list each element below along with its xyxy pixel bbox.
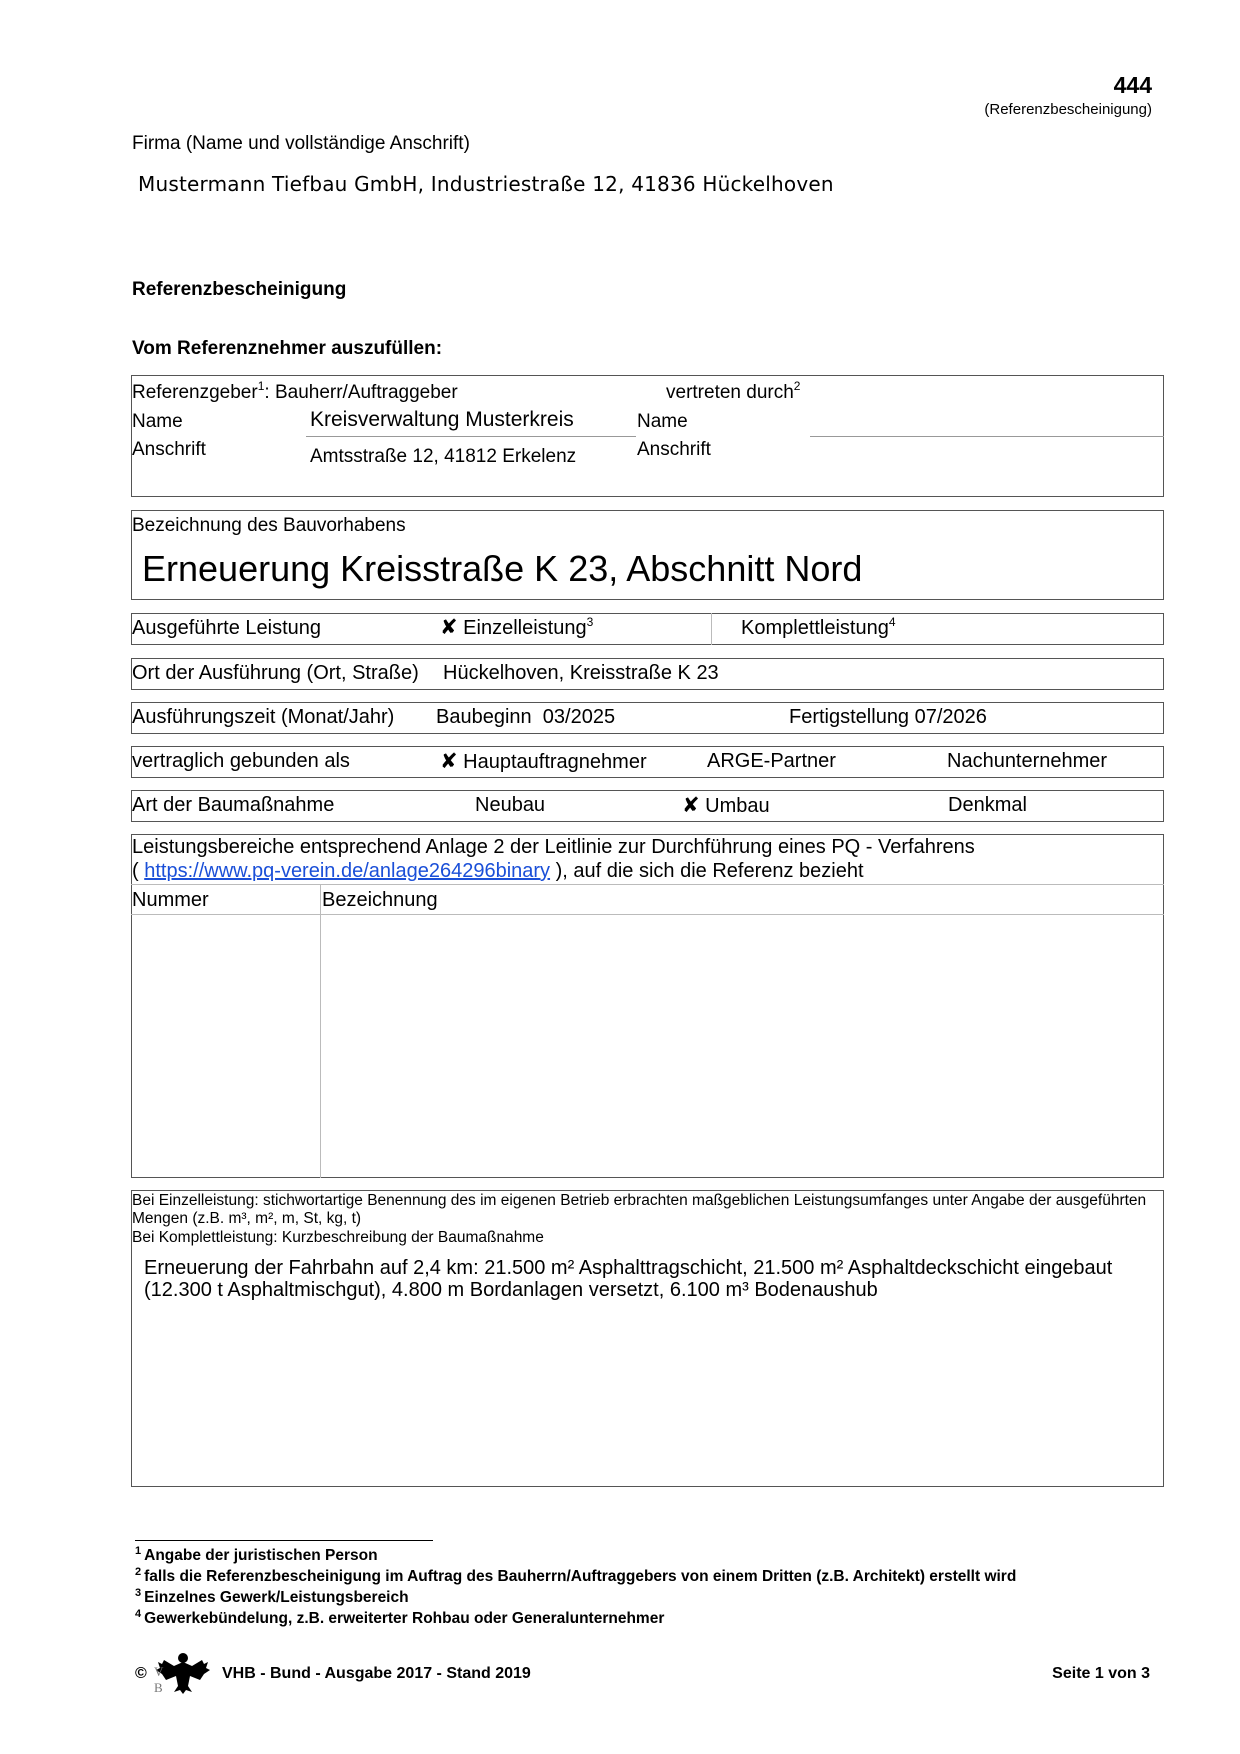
client-label: Referenzgeber$^1$: Bauherr/Auftraggeber — [132, 379, 458, 403]
client-name-value[interactable]: Kreisverwaltung Musterkreis — [310, 408, 574, 431]
pq-verein-link[interactable]: https://www.pq-verein.de/anlage264296binary — [144, 860, 551, 882]
project-value[interactable]: Erneuerung Kreisstraße K 23, Abschnitt Nord — [142, 548, 863, 589]
col-number-header: Nummer — [132, 889, 209, 911]
footnote-4: $^4$ Gewerkebündelung, z.B. erweiterter Rohbau oder Generalunternehmer — [135, 1608, 665, 1627]
description-note-1: Bei Einzelleistung: stichwortartige Benennung des im eigenen Betrieb erbrachten maßgeblichen Leistungsumfanges unter Angabe der ausgeführten Mengen (z.B. m³, m², m, St, kg, t) — [132, 1192, 1147, 1227]
construction-option-denkmal[interactable]: Denkmal — [948, 794, 1027, 816]
service-divider — [711, 613, 712, 645]
service-areas-line1: Leistungsbereiche entsprechend Anlage 2 der Leitlinie zur Durchführung eines PQ - Verfahrens — [132, 836, 975, 858]
vhb-logo — [152, 1650, 214, 1694]
section-heading: Vom Referenznehmer auszufüllen: — [132, 338, 443, 359]
service-label: Ausgeführte Leistung — [132, 617, 322, 639]
form-number: 444 — [1113, 72, 1152, 98]
description-note-2: Bei Komplettleistung: Kurzbeschreibung der Baumaßnahme — [132, 1229, 544, 1246]
service-areas-description-cell[interactable] — [321, 915, 1163, 1177]
client-address-value[interactable]: Amtsstraße 12, 41812 Erkelenz — [310, 446, 577, 467]
construction-option-umbau[interactable]: ✘ Umbau — [682, 793, 770, 817]
logo-letters: V B — [154, 1664, 194, 1695]
construction-option-neubau[interactable]: Neubau — [475, 794, 546, 816]
firm-value[interactable]: Mustermann Tiefbau GmbH, Industriestraße 12, 41836 Hückelhoven — [138, 172, 834, 196]
footnote-2: $^2$ falls die Referenzbescheinigung im Auftrag des Bauherrn/Auftraggebers von einem Dritten (z.B. Architekt) erstellt wird — [135, 1566, 1017, 1585]
service-option-komplettleistung[interactable]: Komplettleistung$^4$ — [741, 615, 896, 639]
footnote-3: $^3$ Einzelnes Gewerk/Leistungsbereich — [135, 1587, 409, 1606]
period-end[interactable]: Fertigstellung 07/2026 — [789, 706, 987, 728]
period-label: Ausführungszeit (Monat/Jahr) — [132, 706, 395, 728]
form-subtitle: (Referenzbescheinigung) — [984, 101, 1152, 118]
location-value[interactable]: Hückelhoven, Kreisstraße K 23 — [443, 662, 719, 684]
contract-option-hauptauftragnehmer[interactable]: ✘ Hauptauftragnehmer — [440, 749, 647, 773]
footer-page: Seite 1 von 3 — [1052, 1665, 1150, 1682]
footer-edition: VHB - Bund - Ausgabe 2017 - Stand 2019 — [222, 1665, 531, 1682]
client-name-label: Name — [132, 411, 183, 432]
firm-label: Firma (Name und vollständige Anschrift) — [132, 133, 470, 154]
rep-name-label: Name — [637, 411, 688, 432]
footnote-separator — [135, 1540, 433, 1541]
contract-label: vertraglich gebunden als — [132, 750, 350, 772]
checkmark-icon: ✘ — [682, 793, 700, 817]
service-areas-line2: ( https://www.pq-verein.de/anlage264296binary ), auf die sich die Referenz bezieht — [132, 860, 864, 882]
copyright-symbol: © — [135, 1665, 147, 1682]
period-start[interactable]: Baubeginn 03/2025 — [436, 706, 616, 728]
client-name-underline — [306, 436, 636, 437]
col-description-header: Bezeichnung — [322, 889, 438, 911]
client-address-label: Anschrift — [132, 439, 206, 460]
checkmark-icon: ✘ — [440, 615, 458, 639]
contract-option-nachunternehmer[interactable]: Nachunternehmer — [947, 750, 1108, 772]
rep-name-underline — [810, 436, 1164, 437]
contract-option-arge[interactable]: ARGE-Partner — [707, 750, 836, 772]
project-label: Bezeichnung des Bauvorhabens — [132, 515, 406, 536]
service-areas-header-top — [131, 884, 1164, 885]
document-title: Referenzbescheinigung — [132, 279, 347, 300]
service-areas-number-cell[interactable] — [132, 915, 319, 1177]
footnotes — [135, 1546, 1155, 1630]
service-option-einzelleistung[interactable]: ✘ Einzelleistung$^3$ — [440, 615, 594, 639]
footnote-1: $^1$ Angabe der juristischen Person — [135, 1545, 378, 1564]
checkmark-icon: ✘ — [440, 749, 458, 773]
construction-type-label: Art der Baumaßnahme — [132, 794, 335, 816]
rep-address-label: Anschrift — [637, 439, 711, 460]
location-label: Ort der Ausführung (Ort, Straße) — [132, 662, 419, 684]
description-value[interactable]: Erneuerung der Fahrbahn auf 2,4 km: 21.500 m² Asphalttragschicht, 21.500 m² Asphaltdeckschicht eingebaut (12.300 t Asphaltmischgut), 4.800 m Bordanlagen versetzt, 6.100 m³ Bodenaushub — [144, 1257, 1113, 1301]
represented-by-label: vertreten durch$^2$ — [666, 379, 801, 403]
